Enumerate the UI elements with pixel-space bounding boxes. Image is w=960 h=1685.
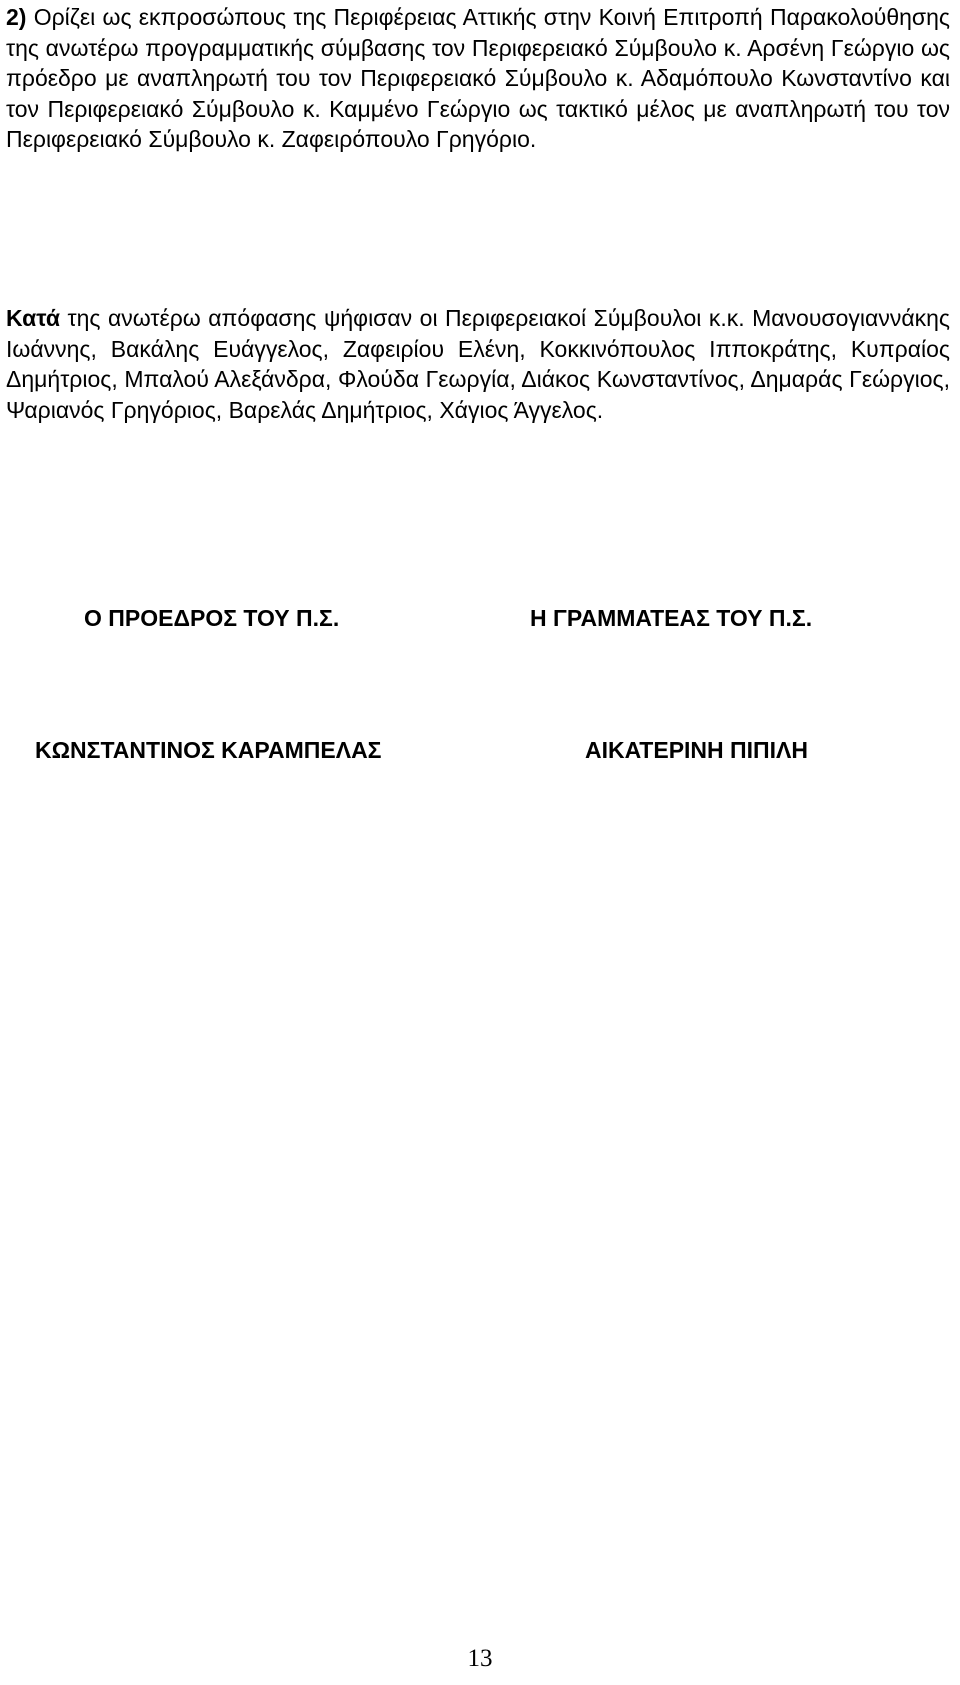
president-name: ΚΩΝΣΤΑΝΤΙΝΟΣ ΚΑΡΑΜΠΕΛΑΣ <box>35 737 382 763</box>
page-number: 13 <box>467 1645 493 1672</box>
secretary-title: Η ΓΡΑΜΜΑΤΕΑΣ ΤΟΥ Π.Σ. <box>530 605 813 631</box>
president-title: Ο ΠΡΟΕΔΡΟΣ ΤΟΥ Π.Σ. <box>84 605 340 631</box>
vote-against-text: της ανωτέρω απόφασης ψήφισαν οι Περιφερειακοί Σύμβουλοι κ.κ. Μανουσογιαννάκης Ιωάννης, Βακάλης Ευάγγελος, Ζαφειρίου Ελένη, Κοκκινόπουλος Ιπποκράτης, Κυπραίος Δημήτριος, Μπαλού Αλεξάνδρα, Φλούδα Γεωργία, Διάκος Κωνσταντίνος, Δημαράς Γεώργιος, Ψαριανός Γρηγόριος, Βαρελάς Δημήτριος, Χάγιος Άγγελος. <box>6 305 950 423</box>
vote-against-paragraph <box>6 303 950 425</box>
vote-against-label: Κατά <box>6 305 60 331</box>
decision-item-text: Ορίζει ως εκπροσώπους της Περιφέρειας Αττικής στην Κοινή Επιτροπή Παρακολούθησης της ανωτέρω προγραμματικής σύμβασης τον Περιφερειακό Σύμβουλο κ. Αρσένη Γεώργιο ως πρόεδρο με αναπληρωτή του τον Περιφερειακό Σύμβουλο κ. Αδαμόπουλο Κωνσταντίνο και τον Περιφερειακό Σύμβουλο κ. Καμμένο Γεώργιο ως τακτικό μέλος με αναπληρωτή του τον Περιφερειακό Σύμβουλο κ. Ζαφειρόπουλο Γρηγόριο. <box>6 4 950 152</box>
secretary-name: ΑΙΚΑΤΕΡΙΝΗ ΠΙΠΙΛΗ <box>585 737 808 763</box>
decision-item-number: 2) <box>6 4 27 30</box>
decision-item-paragraph <box>6 2 950 155</box>
